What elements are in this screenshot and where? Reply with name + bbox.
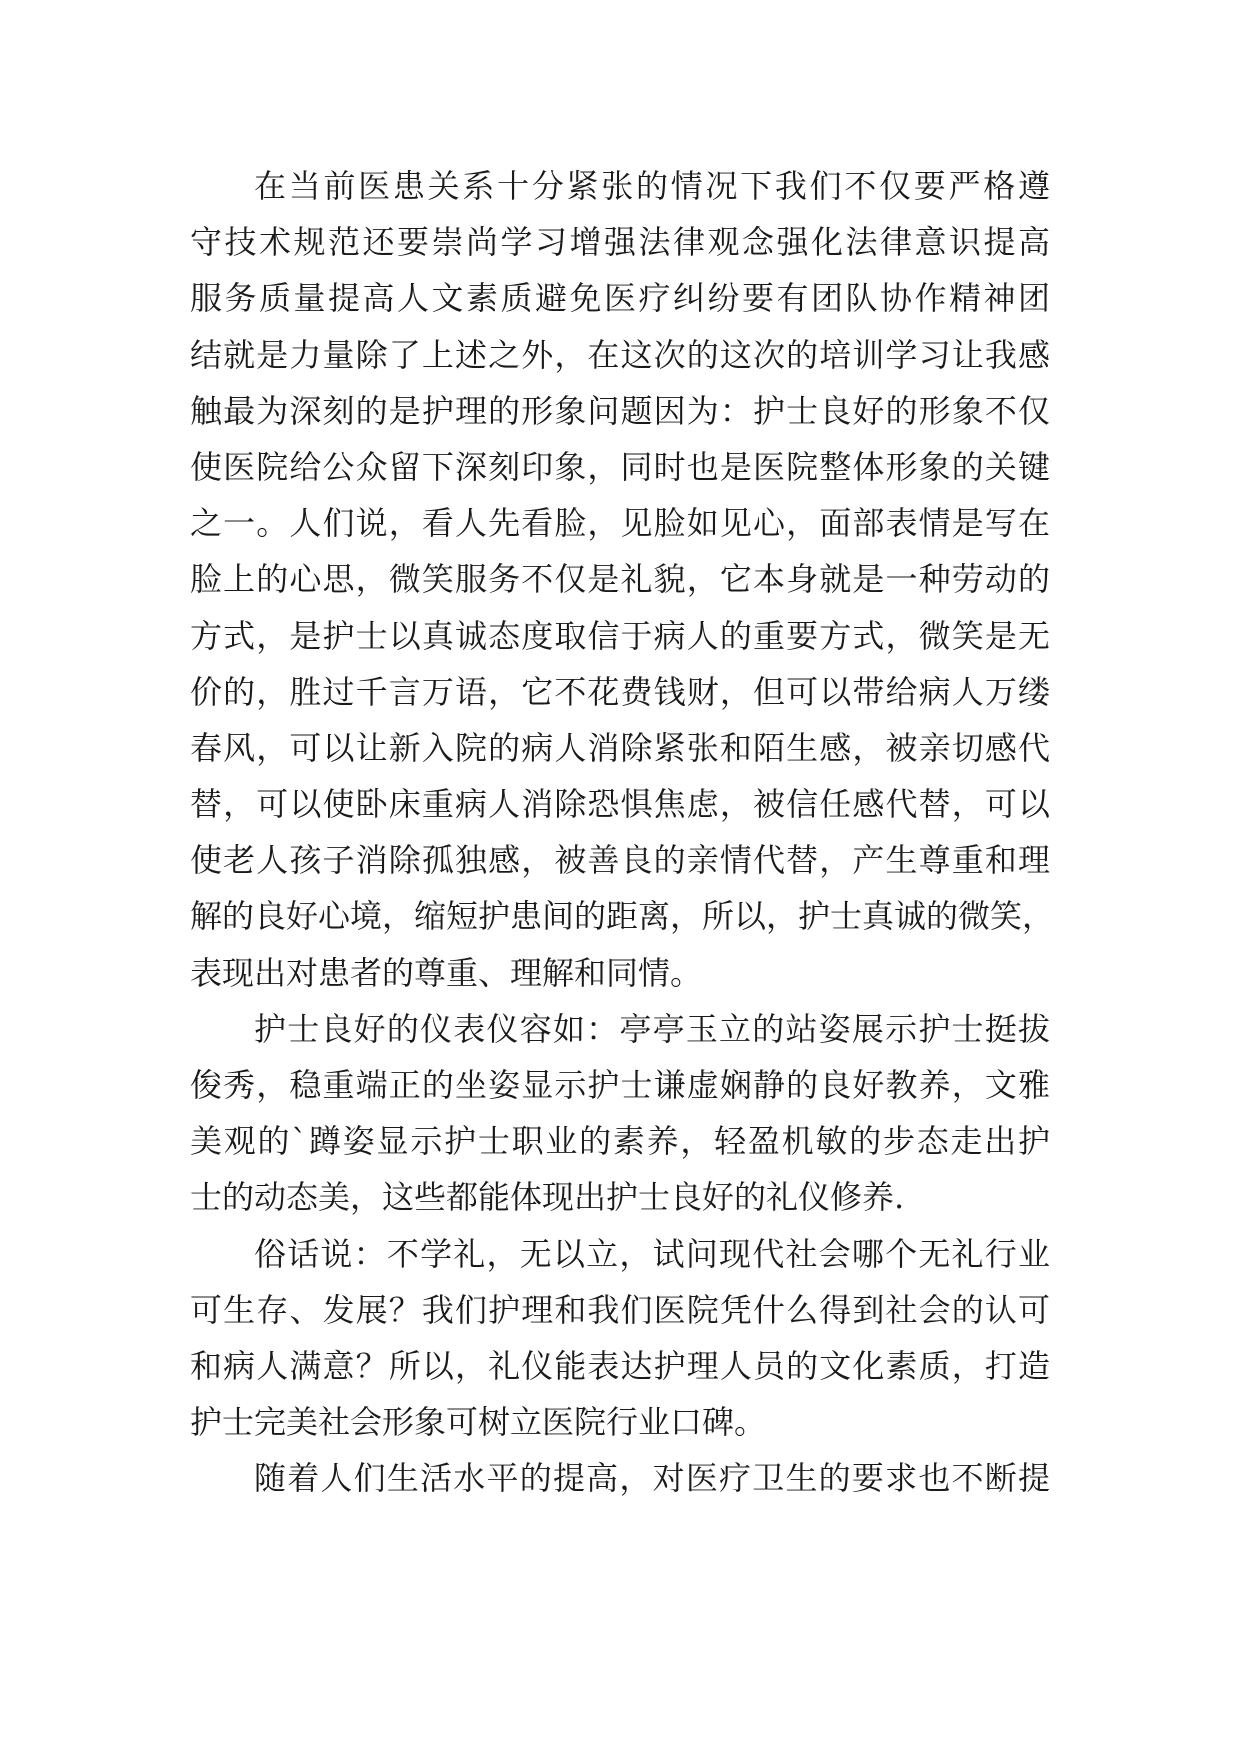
paragraph-2-line: 美观的`蹲姿显示护士职业的素养，轻盈机敏的步态走出护 (190, 1122, 1050, 1161)
paragraph-1-line: 在当前医患关系十分紧张的情况下我们不仅要严格遵 (254, 167, 1050, 205)
paragraph-3-line: 俗话说：不学礼，无以立，试问现代社会哪个无礼行业 (254, 1234, 1050, 1273)
paragraph-3-line: 护士完美社会形象可树立医院行业口碑。 (190, 1403, 767, 1442)
paragraph-3-line: 和病人满意？所以，礼仪能表达护理人员的文化素质，打造 (190, 1346, 1050, 1385)
paragraph-1-line: 使医院给公众留下深刻印象，同时也是医院整体形象的关键 (190, 447, 1050, 486)
paragraph-2-line: 护士良好的仪表仪容如：亭亭玉立的站姿展示护士挺拔 (254, 1009, 1050, 1048)
paragraph-1-line: 结就是力量除了上述之外，在这次的这次的培训学习让我感 (190, 335, 1050, 374)
paragraph-4-line: 随着人们生活水平的提高，对医疗卫生的要求也不断提 (254, 1459, 1050, 1498)
paragraph-1-line: 解的良好心境，缩短护患间的距离，所以，护士真诚的微笑， (190, 897, 1055, 936)
paragraph-1-line: 之一。人们说，看人先看脸，见脸如见心，面部表情是写在 (190, 504, 1050, 543)
paragraph-2-line: 俊秀，稳重端正的坐姿显示护士谦虚娴静的良好教养，文雅 (190, 1066, 1050, 1104)
paragraph-3-line: 可生存、发展？我们护理和我们医院凭什么得到社会的认可 (190, 1290, 1050, 1329)
document-body (190, 158, 1055, 1507)
paragraph-1-line: 触最为深刻的是护理的形象问题因为：护士良好的形象不仅 (190, 391, 1050, 430)
paragraph-1-line: 脸上的心思，微笑服务不仅是礼貌，它本身就是一种劳动的 (190, 560, 1050, 599)
paragraph-1-line: 服务质量提高人文素质避免医疗纠纷要有团队协作精神团 (190, 279, 1050, 318)
paragraph-1-line: 使老人孩子消除孤独感，被善良的亲情代替，产生尊重和理 (190, 841, 1050, 880)
paragraph-1-line: 表现出对患者的尊重、理解和同情。 (190, 953, 703, 992)
paragraph-1-line: 方式，是护士以真诚态度取信于病人的重要方式，微笑是无 (190, 616, 1050, 655)
paragraph-1-line: 价的，胜过千言万语，它不花费钱财，但可以带给病人万缕 (190, 672, 1050, 711)
paragraph-1-line: 守技术规范还要崇尚学习增强法律观念强化法律意识提高 (190, 223, 1050, 262)
paragraph-1-line: 替，可以使卧床重病人消除恐惧焦虑，被信任感代替，可以 (190, 785, 1050, 824)
paragraph-1-line: 春风，可以让新入院的病人消除紧张和陌生感，被亲切感代 (190, 728, 1050, 767)
paragraph-2-line: 士的动态美，这些都能体现出护士良好的礼仪修养. (190, 1178, 905, 1217)
